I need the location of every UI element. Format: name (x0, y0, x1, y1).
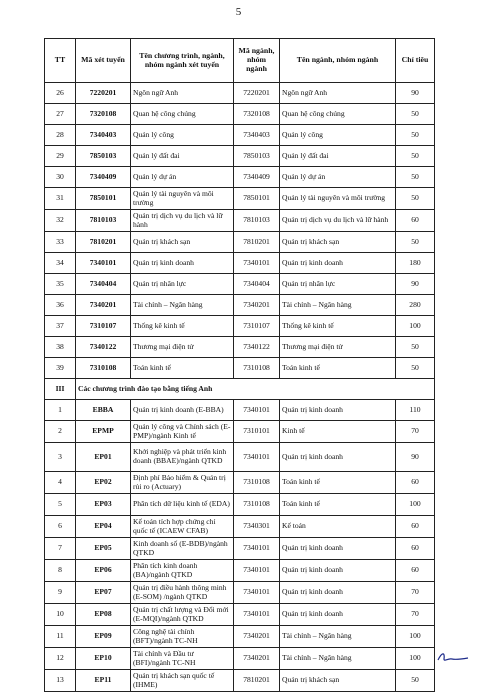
row-major: Thương mại điện tử (280, 337, 396, 358)
row-major: Quản lý tài nguyên và môi trường (280, 188, 396, 210)
row-program: Tài chính – Ngân hàng (131, 295, 234, 316)
row-program: Quản trị dịch vụ du lịch và lữ hành (131, 210, 234, 232)
table-row (45, 337, 435, 358)
row-tt: 3 (45, 443, 76, 472)
row-quota: 50 (396, 670, 435, 692)
row-code: 7340122 (76, 337, 131, 358)
row-program: Công nghệ tài chính (BFT)/ngành TC-NH (131, 626, 234, 648)
table-row (45, 604, 435, 626)
row-code: EP09 (76, 626, 131, 648)
row-major-code: 7340122 (234, 337, 280, 358)
row-quota: 90 (396, 274, 435, 295)
row-major-code: 7340101 (234, 560, 280, 582)
row-tt: 26 (45, 83, 76, 104)
row-major: Thống kê kinh tế (280, 316, 396, 337)
row-quota: 100 (396, 626, 435, 648)
row-program: Quản lý tài nguyên và môi trường (131, 188, 234, 210)
row-major: Toán kinh tế (280, 472, 396, 494)
table-row (45, 358, 435, 379)
row-major: Quản trị kinh doanh (280, 560, 396, 582)
row-code: 7340201 (76, 295, 131, 316)
header-row (45, 39, 435, 83)
row-quota: 60 (396, 516, 435, 538)
row-quota: 60 (396, 472, 435, 494)
row-major-code: 7310108 (234, 358, 280, 379)
table-row (45, 472, 435, 494)
row-major: Ngôn ngữ Anh (280, 83, 396, 104)
page-number: 5 (235, 6, 242, 18)
row-quota: 70 (396, 582, 435, 604)
row-major-code: 7340101 (234, 604, 280, 626)
signature-mark (436, 650, 470, 664)
row-program: Ngôn ngữ Anh (131, 83, 234, 104)
row-code: 7850103 (76, 146, 131, 167)
row-major: Quản trị dịch vụ du lịch và lữ hành (280, 210, 396, 232)
row-program: Khởi nghiệp và phát triển kinh doanh (BBAE)/ngành QTKD (131, 443, 234, 472)
row-code: 7310107 (76, 316, 131, 337)
header-code: Mã xét tuyển (76, 39, 131, 83)
row-major-code: 7340409 (234, 167, 280, 188)
row-program: Quản trị chất lượng và Đổi mới (E-MQI)/ngành QTKD (131, 604, 234, 626)
table-row (45, 125, 435, 146)
row-code: 7340404 (76, 274, 131, 295)
row-code: EP08 (76, 604, 131, 626)
row-tt: 30 (45, 167, 76, 188)
row-major: Tài chính – Ngân hàng (280, 295, 396, 316)
row-quota: 50 (396, 104, 435, 125)
row-code: EPMP (76, 421, 131, 443)
admission-table (44, 38, 435, 692)
row-code: 7810103 (76, 210, 131, 232)
row-major: Quản trị khách sạn (280, 670, 396, 692)
row-tt: 37 (45, 316, 76, 337)
row-quota: 50 (396, 358, 435, 379)
row-tt: 12 (45, 648, 76, 670)
row-major-code: 7340101 (234, 443, 280, 472)
table-row (45, 104, 435, 125)
row-quota: 180 (396, 253, 435, 274)
row-major-code: 7340101 (234, 400, 280, 421)
row-program: Thống kê kinh tế (131, 316, 234, 337)
row-code: 7320108 (76, 104, 131, 125)
row-program: Toán kinh tế (131, 358, 234, 379)
table-row (45, 538, 435, 560)
row-major: Tài chính – Ngân hàng (280, 626, 396, 648)
row-code: 7340403 (76, 125, 131, 146)
row-code: EP01 (76, 443, 131, 472)
row-code: EP04 (76, 516, 131, 538)
row-program: Quản trị khách sạn quốc tế (IHME) (131, 670, 234, 692)
table-row (45, 582, 435, 604)
row-major: Quản lý đất đai (280, 146, 396, 167)
row-quota: 280 (396, 295, 435, 316)
header-quota: Chỉ tiêu (396, 39, 435, 83)
row-tt: 39 (45, 358, 76, 379)
table-row (45, 274, 435, 295)
row-major-code: 7340201 (234, 295, 280, 316)
header-program: Tên chương trình, ngành, nhóm ngành xét tuyển (131, 39, 234, 83)
row-program: Quản trị điều hành thông minh (E-SOM) /ngành QTKD (131, 582, 234, 604)
row-program: Quản trị nhân lực (131, 274, 234, 295)
row-tt: 8 (45, 560, 76, 582)
row-tt: 28 (45, 125, 76, 146)
row-program: Kế toán tích hợp chứng chỉ quốc tế (ICAEW CFAB) (131, 516, 234, 538)
row-major-code: 7310107 (234, 316, 280, 337)
table-row (45, 188, 435, 210)
row-tt: 27 (45, 104, 76, 125)
row-quota: 90 (396, 443, 435, 472)
header-major-code: Mã ngành, nhóm ngành (234, 39, 280, 83)
row-code: EP11 (76, 670, 131, 692)
row-major: Kinh tế (280, 421, 396, 443)
row-major-code: 7850103 (234, 146, 280, 167)
row-code: EP10 (76, 648, 131, 670)
row-program: Quản lý đất đai (131, 146, 234, 167)
row-major-code: 7310108 (234, 494, 280, 516)
row-quota: 100 (396, 494, 435, 516)
row-major-code: 7310108 (234, 472, 280, 494)
table-row (45, 316, 435, 337)
row-quota: 60 (396, 210, 435, 232)
row-quota: 50 (396, 188, 435, 210)
section-row (45, 379, 435, 400)
row-major-code: 7340301 (234, 516, 280, 538)
row-major-code: 7850101 (234, 188, 280, 210)
row-tt: 1 (45, 400, 76, 421)
row-code: 7810201 (76, 232, 131, 253)
row-tt: 2 (45, 421, 76, 443)
row-tt: 38 (45, 337, 76, 358)
section-number: III (45, 379, 76, 400)
row-program: Quan hệ công chúng (131, 104, 234, 125)
row-major: Quản trị nhân lực (280, 274, 396, 295)
row-major-code: 7340101 (234, 582, 280, 604)
row-program: Phân tích dữ liệu kinh tế (EDA) (131, 494, 234, 516)
row-tt: 36 (45, 295, 76, 316)
row-program: Quản trị kinh doanh (E-BBA) (131, 400, 234, 421)
row-major-code: 7810201 (234, 670, 280, 692)
row-quota: 50 (396, 167, 435, 188)
row-major: Tài chính – Ngân hàng (280, 648, 396, 670)
row-code: 7220201 (76, 83, 131, 104)
row-program: Phân tích kinh doanh (BA)/ngành QTKD (131, 560, 234, 582)
row-program: Quản lý dự án (131, 167, 234, 188)
row-major-code: 7340201 (234, 648, 280, 670)
row-quota: 60 (396, 538, 435, 560)
row-code: EP06 (76, 560, 131, 582)
row-code: EP07 (76, 582, 131, 604)
row-program: Định phí Bảo hiểm & Quản trị rủi ro (Actuary) (131, 472, 234, 494)
table-row (45, 232, 435, 253)
row-tt: 29 (45, 146, 76, 167)
row-code: EP02 (76, 472, 131, 494)
table-row (45, 400, 435, 421)
row-major-code: 7810201 (234, 232, 280, 253)
row-major: Quản trị kinh doanh (280, 253, 396, 274)
row-major-code: 7810103 (234, 210, 280, 232)
row-program: Quản lý công và Chính sách (E-PMP)/ngành Kinh tế (131, 421, 234, 443)
table-row (45, 648, 435, 670)
row-major: Toán kinh tế (280, 494, 396, 516)
row-quota: 60 (396, 560, 435, 582)
row-code: 7310108 (76, 358, 131, 379)
row-tt: 13 (45, 670, 76, 692)
row-tt: 6 (45, 516, 76, 538)
row-code: EP03 (76, 494, 131, 516)
row-major: Toán kinh tế (280, 358, 396, 379)
row-tt: 7 (45, 538, 76, 560)
row-tt: 4 (45, 472, 76, 494)
row-major: Quản trị kinh doanh (280, 538, 396, 560)
row-quota: 90 (396, 83, 435, 104)
table-row (45, 516, 435, 538)
row-program: Thương mại điện tử (131, 337, 234, 358)
table-row (45, 626, 435, 648)
table-row (45, 210, 435, 232)
row-tt: 32 (45, 210, 76, 232)
table-row (45, 167, 435, 188)
row-code: EBBA (76, 400, 131, 421)
header-tt: TT (45, 39, 76, 83)
row-major-code: 7320108 (234, 104, 280, 125)
row-major-code: 7340101 (234, 253, 280, 274)
row-tt: 31 (45, 188, 76, 210)
row-major-code: 7220201 (234, 83, 280, 104)
row-quota: 50 (396, 337, 435, 358)
table-row (45, 670, 435, 692)
row-quota: 50 (396, 125, 435, 146)
table-row (45, 146, 435, 167)
table-row (45, 253, 435, 274)
row-tt: 34 (45, 253, 76, 274)
header-major: Tên ngành, nhóm ngành (280, 39, 396, 83)
row-major-code: 7340403 (234, 125, 280, 146)
row-tt: 33 (45, 232, 76, 253)
table-row (45, 295, 435, 316)
row-code: EP05 (76, 538, 131, 560)
row-major-code: 7310101 (234, 421, 280, 443)
row-major: Quản trị kinh doanh (280, 400, 396, 421)
row-code: 7340409 (76, 167, 131, 188)
table-row (45, 443, 435, 472)
row-program: Quản trị kinh doanh (131, 253, 234, 274)
row-code: 7850101 (76, 188, 131, 210)
section-title: Các chương trình đào tạo bằng tiếng Anh (76, 379, 435, 400)
table-row (45, 494, 435, 516)
row-program: Tài chính và Đầu tư (BFI)/ngành TC-NH (131, 648, 234, 670)
row-major-code: 7340404 (234, 274, 280, 295)
row-quota: 70 (396, 604, 435, 626)
row-major: Quản trị kinh doanh (280, 443, 396, 472)
row-major: Kế toán (280, 516, 396, 538)
row-major-code: 7340101 (234, 538, 280, 560)
row-major: Quản trị khách sạn (280, 232, 396, 253)
row-major: Quản trị kinh doanh (280, 604, 396, 626)
row-code: 7340101 (76, 253, 131, 274)
row-program: Quản trị khách sạn (131, 232, 234, 253)
row-quota: 50 (396, 232, 435, 253)
row-tt: 11 (45, 626, 76, 648)
row-major: Quản trị kinh doanh (280, 582, 396, 604)
row-tt: 10 (45, 604, 76, 626)
row-tt: 5 (45, 494, 76, 516)
row-quota: 110 (396, 400, 435, 421)
row-tt: 9 (45, 582, 76, 604)
row-major: Quản lý dự án (280, 167, 396, 188)
row-major-code: 7340201 (234, 626, 280, 648)
row-program: Kinh doanh số (E-BDB)/ngành QTKD (131, 538, 234, 560)
row-major: Quản lý công (280, 125, 396, 146)
table-row (45, 83, 435, 104)
row-program: Quản lý công (131, 125, 234, 146)
table-row (45, 560, 435, 582)
row-quota: 100 (396, 648, 435, 670)
row-major: Quan hệ công chúng (280, 104, 396, 125)
row-quota: 50 (396, 146, 435, 167)
row-quota: 100 (396, 316, 435, 337)
row-quota: 70 (396, 421, 435, 443)
row-tt: 35 (45, 274, 76, 295)
table-row (45, 421, 435, 443)
